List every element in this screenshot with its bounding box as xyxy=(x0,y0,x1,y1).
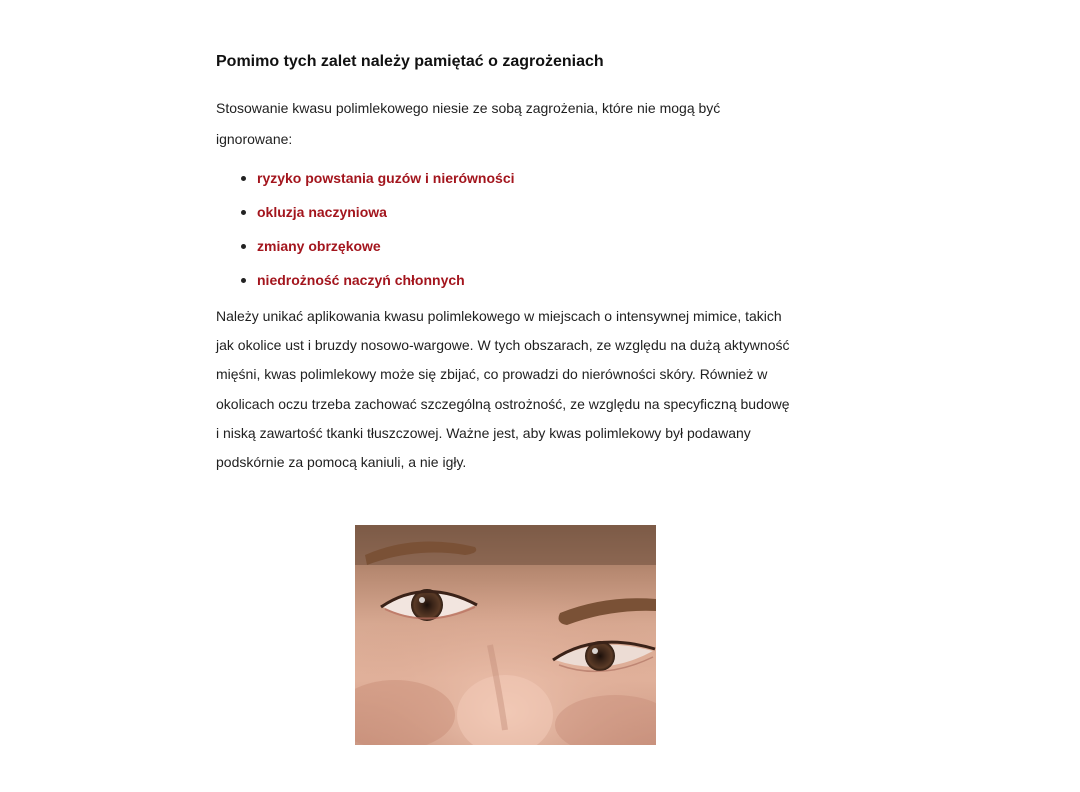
list-item: zmiany obrzękowe xyxy=(241,229,796,263)
list-item: okluzja naczyniowa xyxy=(241,195,796,229)
list-item: ryzyko powstania guzów i nierówności xyxy=(241,161,796,195)
article-section xyxy=(216,52,796,477)
intro-paragraph: Stosowanie kwasu polimlekowego niesie ze sobą zagrożenia, które nie mogą być ignorowane: xyxy=(216,100,721,147)
bullet-icon xyxy=(241,210,246,215)
eye-closeup-illustration xyxy=(355,525,656,745)
section-heading: Pomimo tych zalet należy pamiętać o zagrożeniach xyxy=(216,53,604,70)
list-item: niedrożność naczyń chłonnych xyxy=(241,263,796,297)
bullet-icon xyxy=(241,176,246,181)
bullet-icon xyxy=(241,278,246,283)
risks-list xyxy=(216,161,796,297)
eye-closeup-photo xyxy=(355,525,656,745)
body-paragraph: Należy unikać aplikowania kwasu polimlekowego w miejscach o intensywnej mimice, takich jak okolice ust i bruzdy nosowo-wargowe. W tych obszarach, ze względu na dużą aktywność mięśni, kwas polimlekowy może się zbijać, co prowadzi do nierówności skóry. Również w okolicach oczu trzeba zachować szczególną ostrożność, ze względu na specyficzną budowę i niską zawartość tkanki tłuszczowej. Ważne jest, aby kwas polimlekowy był podawany podskórnie za pomocą kaniuli, a nie igły. xyxy=(216,308,790,471)
bullet-icon xyxy=(241,244,246,249)
